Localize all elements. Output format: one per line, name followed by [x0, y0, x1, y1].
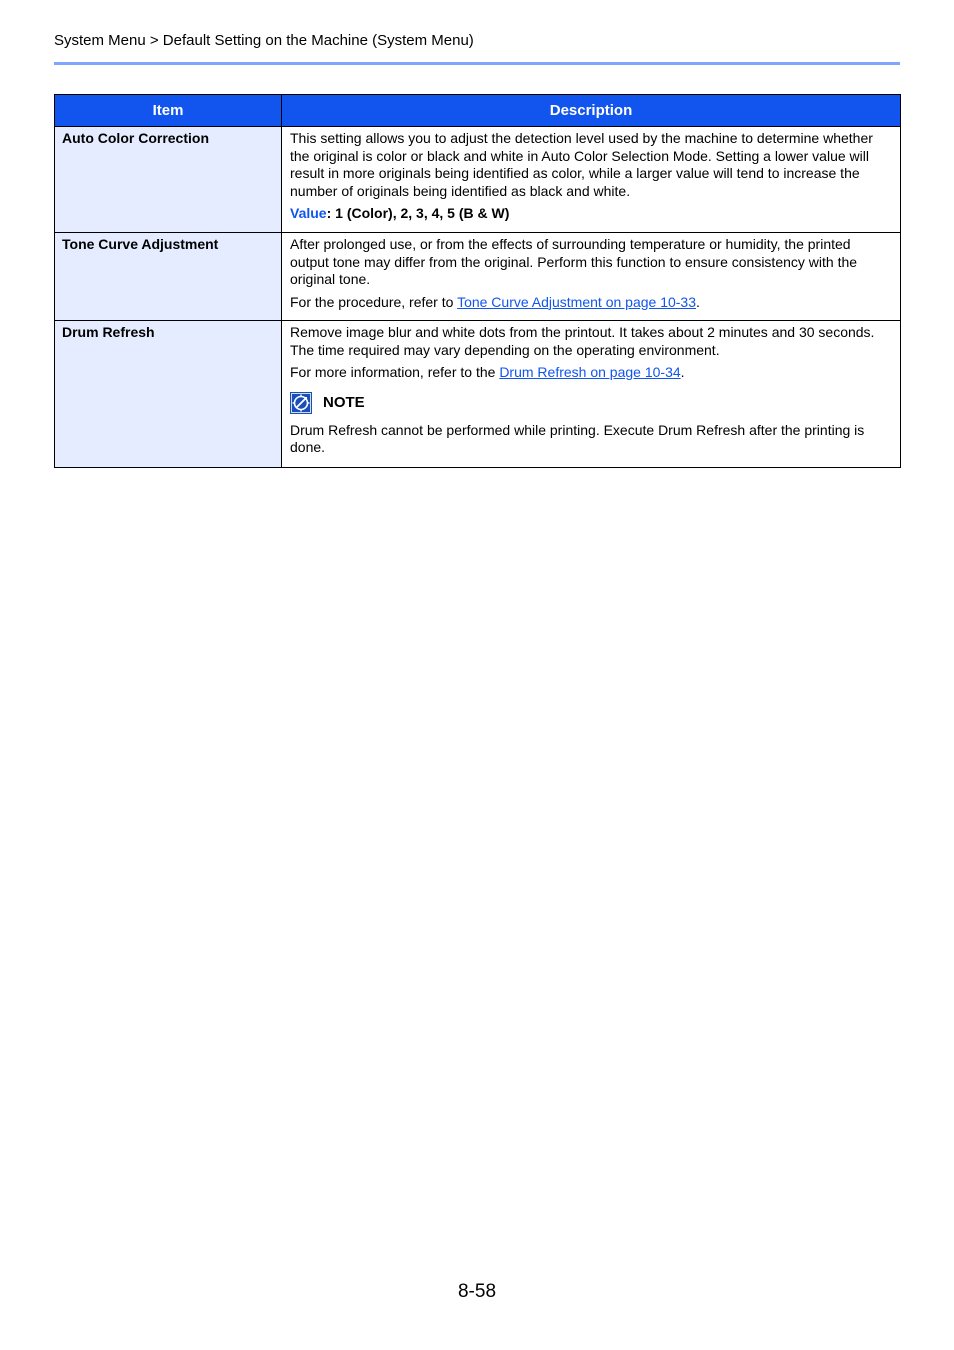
page-number: 8-58 [457, 1281, 497, 1302]
note-text: Drum Refresh cannot be performed while printing. Execute Drum Refresh after the printing is done. [290, 421, 865, 455]
description-cell [282, 321, 901, 468]
reference-prefix: For the procedure, refer to [290, 293, 458, 310]
description-cell [282, 233, 901, 321]
reference-prefix: For more information, refer to the [290, 364, 500, 380]
drum-refresh-link[interactable]: Drum Refresh on page 10-34 [499, 364, 681, 380]
description-text: After prolonged use, or from the effects of surrounding temperature or humidity, the printed output tone may differ from the original. Perform this function to ensure consistency with the original tone. [290, 236, 858, 287]
breadcrumb: System Menu > Default Setting on the Machine (System Menu) [54, 32, 474, 49]
table-row [55, 321, 901, 468]
description-text: This setting allows you to adjust the detection level used by the machine to determine whether the original is color or black and white in Auto Color Selection Mode. Setting a lower value will result in more originals being identified as color, while a larger value will tend to increase the number of originals being identified as black and white. [290, 130, 873, 199]
column-header-item: Item [55, 95, 282, 127]
note-title: NOTE [323, 393, 365, 411]
tone-curve-adjustment-link[interactable]: Tone Curve Adjustment on page 10-33 [457, 293, 696, 310]
note-header [290, 392, 892, 414]
reference-suffix: . [680, 364, 685, 380]
header-rule [54, 62, 900, 65]
reference-line [290, 364, 892, 382]
reference-suffix: . [696, 293, 700, 310]
item-cell: Tone Curve Adjustment [55, 233, 282, 321]
reference-line [290, 294, 892, 312]
table-header-row [55, 95, 901, 127]
description-cell [282, 127, 901, 233]
value-text: : 1 (Color), 2, 3, 4, 5 (B & W) [326, 205, 510, 221]
item-cell: Auto Color Correction [55, 127, 282, 233]
value-label: Value [290, 205, 327, 221]
table-row [55, 127, 901, 233]
note-icon [290, 392, 312, 414]
item-cell: Drum Refresh [55, 321, 282, 468]
column-header-description: Description [282, 95, 901, 127]
settings-table [54, 94, 901, 468]
description-text: Remove image blur and white dots from the printout. It takes about 2 minutes and 30 seconds. The time required may vary depending on the operating environment. [290, 324, 875, 358]
table-row [55, 233, 901, 321]
value-line [290, 205, 892, 223]
